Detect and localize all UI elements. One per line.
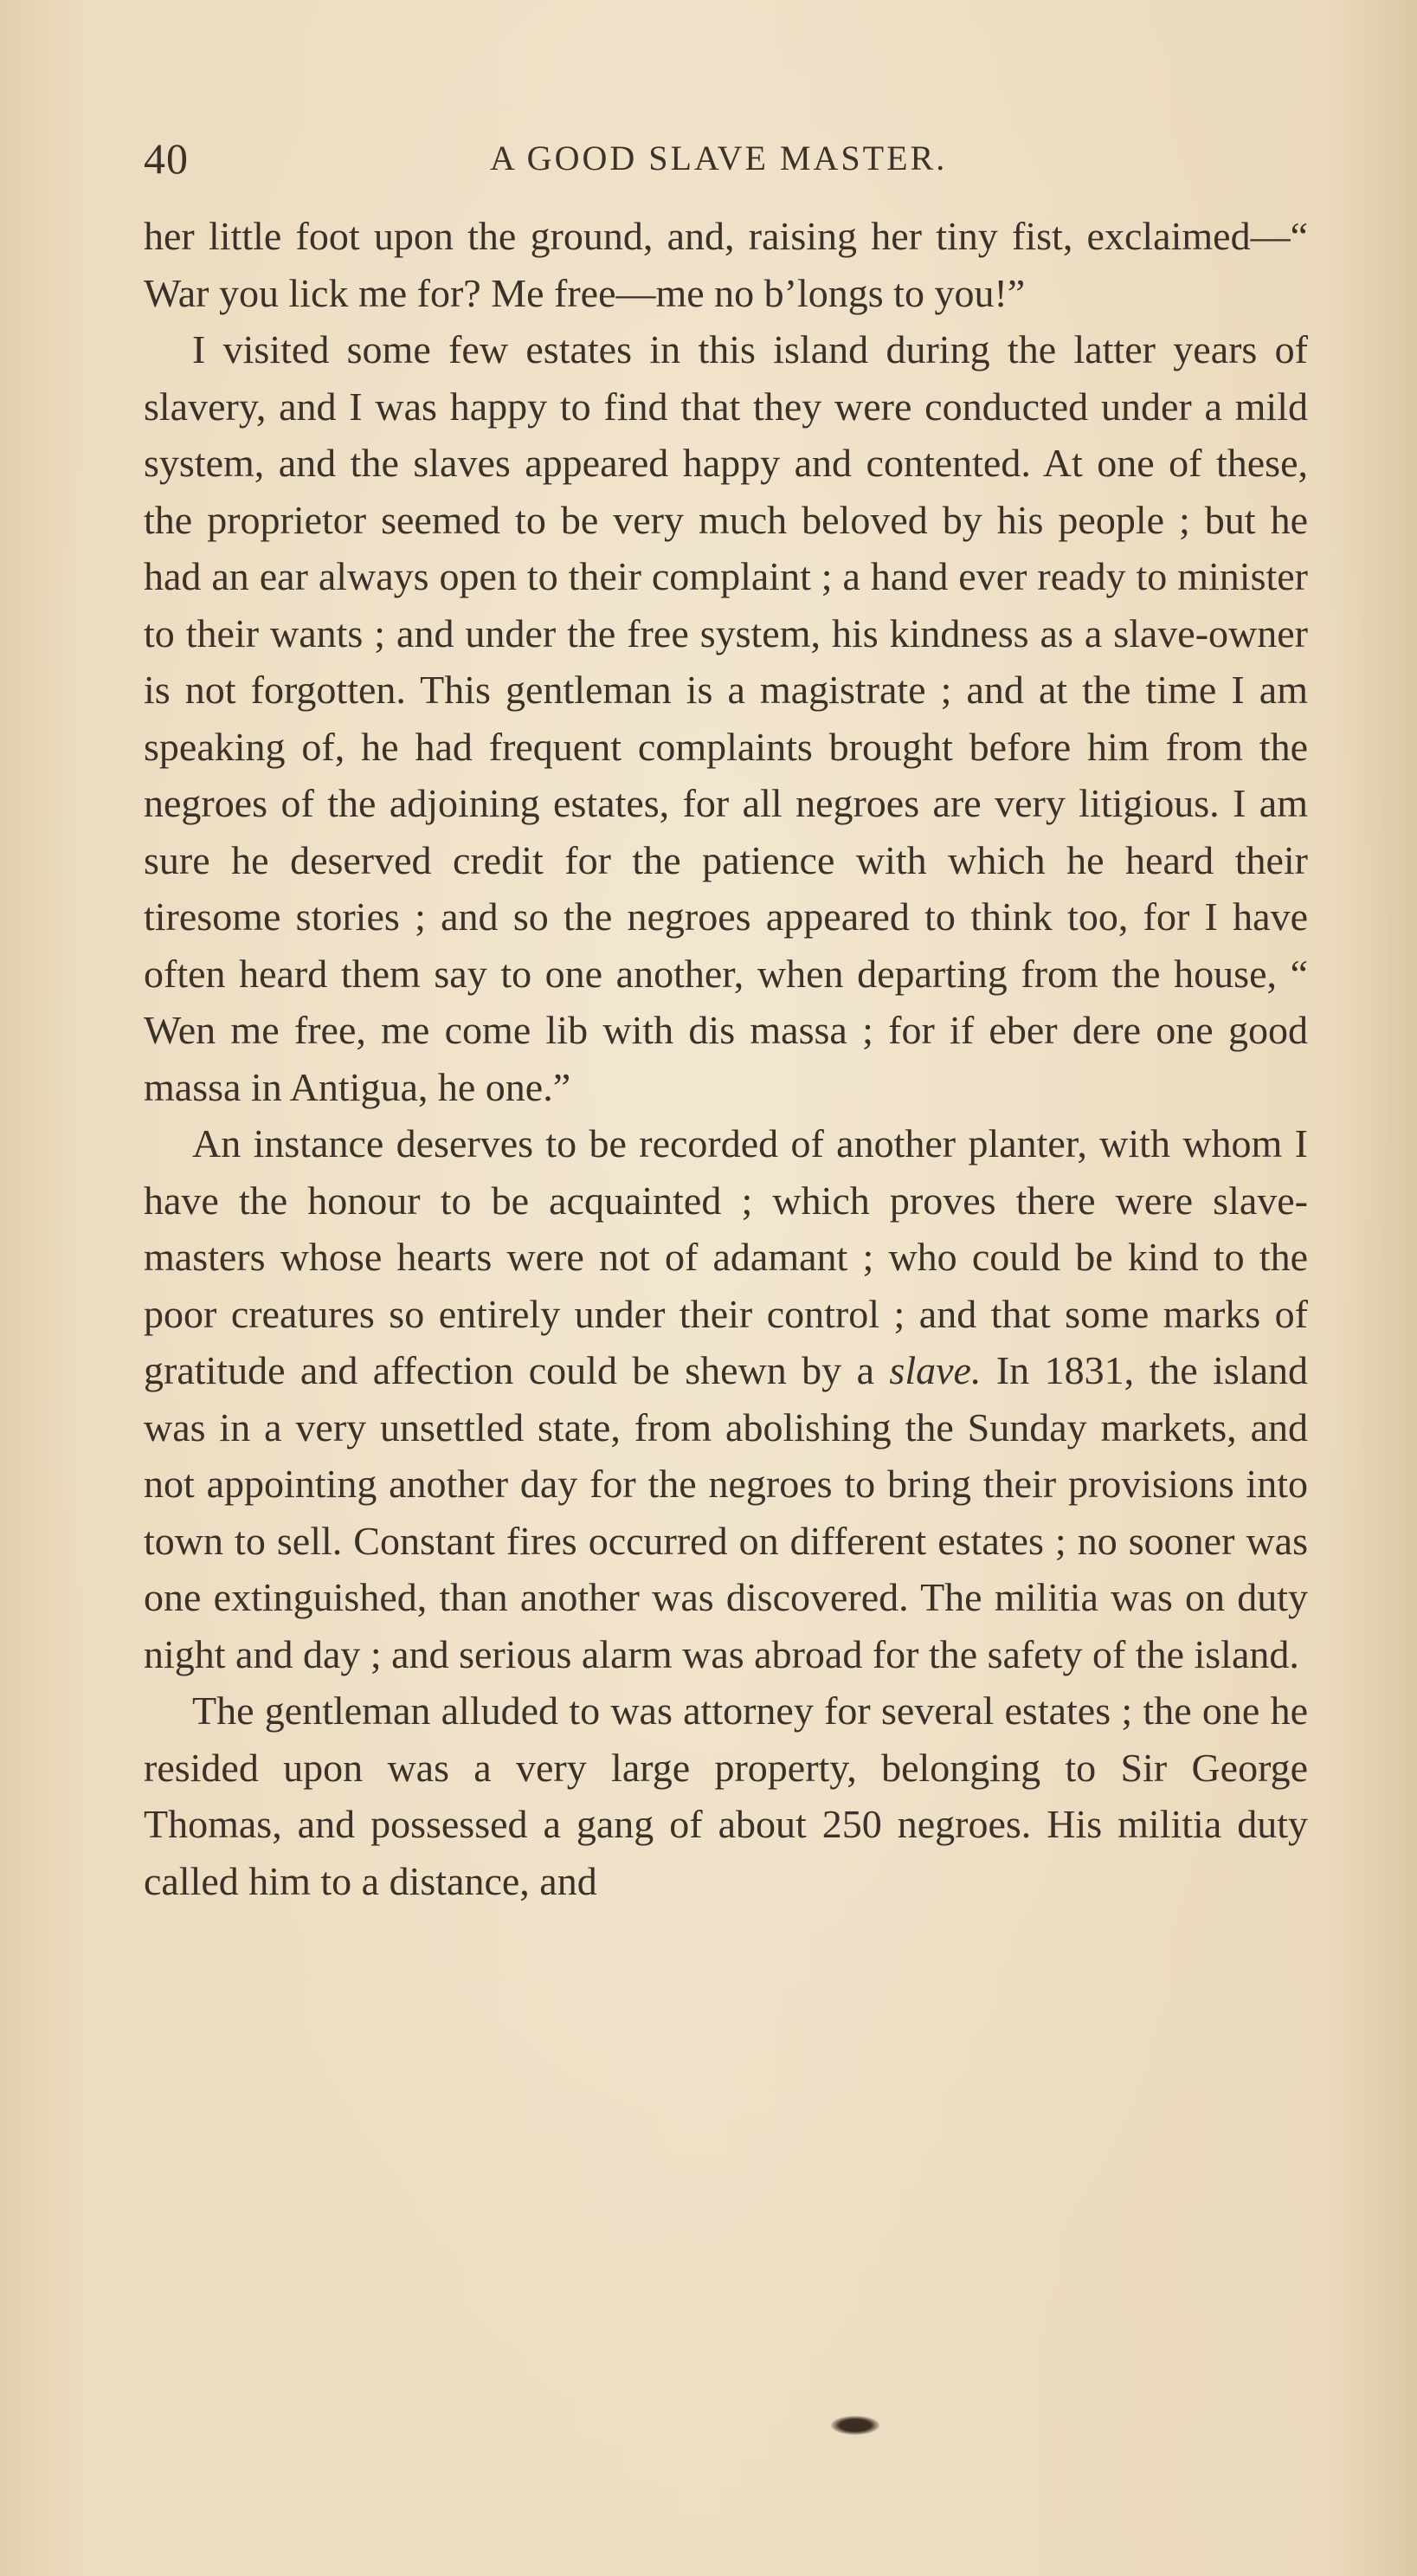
- running-head: A GOOD SLAVE MASTER.: [490, 139, 948, 178]
- italic-word: slave.: [889, 1348, 982, 1392]
- paragraph-visited-estates: I visited some few estates in this island during the latter years of slavery, and I was happy to find that they were conducted under a mild system, and the slaves appeared happy and contented. At one of these, the proprietor seemed to be very much beloved by his people ; but he had an ear always open to their complaint ; a hand ever ready to minister to their wants ; and under the free system, his kindness as a slave-owner is not forgotten. This gentleman is a magistrate ; and at the time I am speaking of, he had frequent complaints brought before him from the negroes of the adjoining estates, for all negroes are very litigious. I am sure he deserved credit for the patience with which he heard their tiresome stories ; and so the negroes appeared to think too, for I have often heard them say to one another, when departing from the house, “ Wen me free, me come lib with dis massa ; for if eber dere one good massa in Antigua, he one.”: [144, 327, 1308, 1109]
- paragraph-gentleman-attorney: The gentleman alluded to was attorney for several estates ; the one he resided upon was a very large property, belonging to Sir George Thomas, and possessed a gang of about 250 negroes. His militia duty called him to a distance, and: [144, 1688, 1308, 1903]
- paragraph-continued: her little foot upon the ground, and, raising her tiny fist, exclaimed—“ War you lick me for? Me free—me no b’longs to you!”: [144, 214, 1308, 315]
- page-header: [144, 128, 1338, 189]
- body-text: [144, 208, 1308, 1909]
- paragraph-another-planter: [144, 1115, 1308, 1682]
- paragraph-text: In 1831, the island was in a very unsettled state, from abolishing the Sunday markets, and not appointing another day for the negroes to bring their provisions into town to sell. Constant fires occurred on different estates ; no sooner was one extinguished, than another was discovered. The militia was on duty night and day ; and serious alarm was abroad for the safety of the island.: [144, 1348, 1308, 1676]
- ink-speck: [831, 2416, 879, 2435]
- page-number: 40: [144, 134, 189, 183]
- paragraph-text: An instance deserves to be recorded of another planter, with whom I have the honour to be acquainted ; which proves there were slave-masters whose hearts were not of adamant ; who could be kind to the poor creatures so entirely under their control ; and that some marks of gratitude and affection could be shewn by a: [144, 1121, 1308, 1392]
